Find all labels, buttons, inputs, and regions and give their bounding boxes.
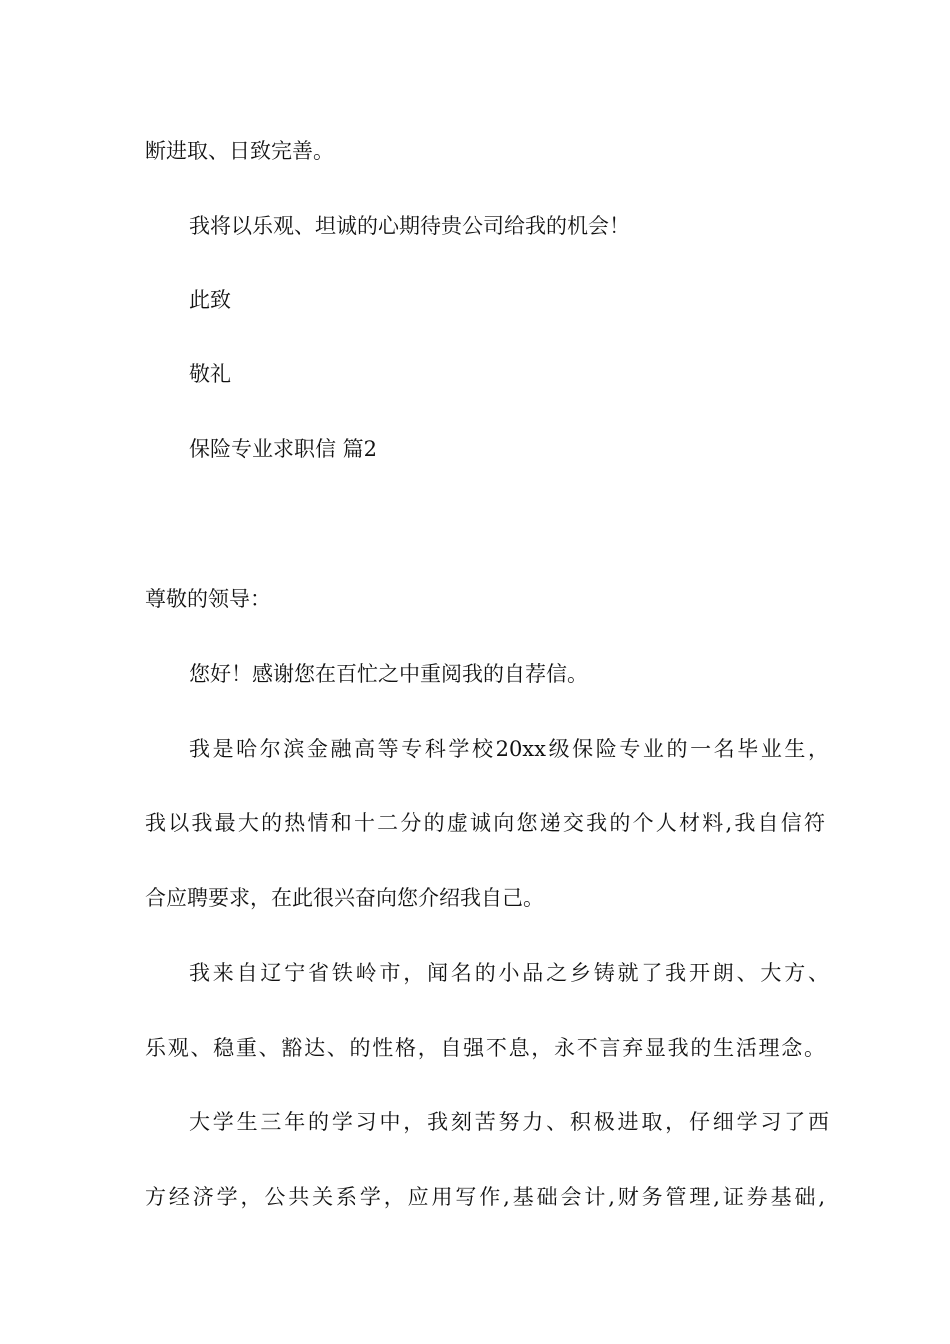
salutation-jingli: 敬礼	[189, 362, 231, 386]
paragraph-line: 我来自辽宁省铁岭市，闻名的小品之乡铸就了我开朗、大方、	[189, 961, 829, 985]
section-heading: 保险专业求职信 篇2	[189, 437, 378, 461]
paragraph-line: 乐观、稳重、豁达、的性格，自强不息，永不言弃显我的生活理念。	[145, 1036, 825, 1060]
paragraph-line: 合应聘要求，在此很兴奋向您介绍我自己。	[145, 886, 544, 910]
paragraph-line: 大学生三年的学习中，我刻苦努力、积极进取，仔细学习了西	[189, 1110, 829, 1134]
greeting-line: 尊敬的领导：	[145, 587, 271, 611]
paragraph-line-closing-wish: 我将以乐观、坦诚的心期待贵公司给我的机会！	[189, 214, 630, 238]
paragraph-line: 方经济学，公共关系学，应用写作,基础会计,财务管理,证券基础,	[145, 1185, 825, 1209]
salutation-cizhi: 此致	[189, 288, 231, 312]
paragraph-line: 我以我最大的热情和十二分的虚诚向您递交我的个人材料,我自信符	[145, 811, 825, 835]
paragraph-line: 我是哈尔滨金融高等专科学校20xx级保险专业的一名毕业生，	[189, 737, 829, 761]
paragraph-line: 您好！感谢您在百忙之中重阅我的自荐信。	[189, 662, 588, 686]
paragraph-line-continuation: 断进取、日致完善。	[145, 139, 334, 163]
